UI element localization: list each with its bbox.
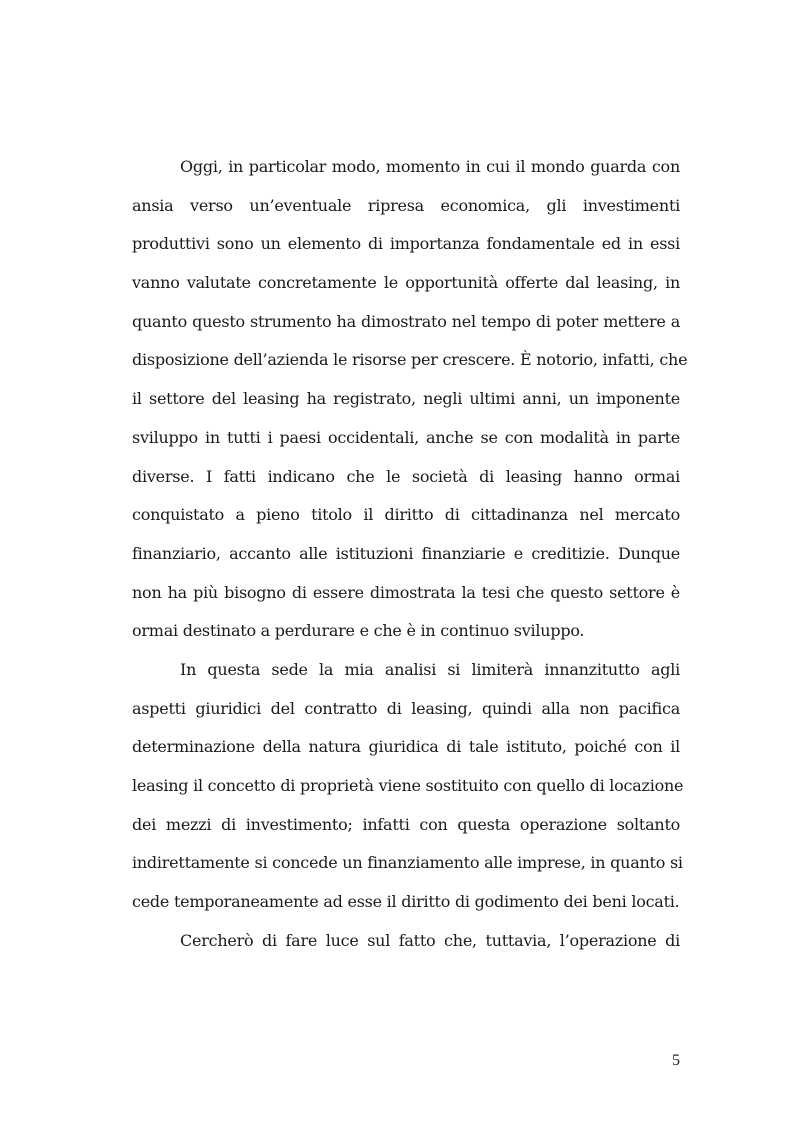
- text-line: leasing il concetto di proprietà viene sostituito con quello di locazione: [132, 776, 684, 795]
- text-line: sviluppo in tutti i paesi occidentali, anche se con modalità in parte: [132, 427, 680, 447]
- text-line: diverse. I fatti indicano che le società di leasing hanno ormai: [132, 466, 680, 486]
- text-line: Oggi, in particolar modo, momento in cui il mondo guarda con: [180, 157, 680, 176]
- text-line: ormai destinato a perdurare e che è in continuo sviluppo.: [132, 621, 585, 641]
- paragraph-1: [132, 148, 688, 651]
- text-line: aspetti giuridici del contratto di leasing, quindi alla non pacifica: [132, 698, 680, 718]
- text-line: finanziario, accanto alle istituzioni finanziarie e creditizie. Dunque: [132, 543, 680, 563]
- text-line: disposizione dell’azienda le risorse per crescere. È notorio, infatti, che: [132, 350, 688, 370]
- text-line: produttivi sono un elemento di importanza fondamentale ed in essi: [132, 234, 680, 254]
- text-line: dei mezzi di investimento; infatti con questa operazione soltanto: [132, 814, 680, 834]
- text-line: il settore del leasing ha registrato, negli ultimi anni, un imponente: [132, 389, 680, 409]
- text-line: quanto questo strumento ha dimostrato nel tempo di poter mettere a: [132, 311, 680, 331]
- document-body: [132, 148, 688, 960]
- text-line: non ha più bisogno di essere dimostrata la tesi che questo settore è: [132, 582, 680, 602]
- text-line: vanno valutate concretamente le opportunità offerte dal leasing, in: [132, 273, 680, 293]
- text-line: conquistato a pieno titolo il diritto di cittadinanza nel mercato: [132, 505, 680, 525]
- paragraph-3: [132, 922, 680, 961]
- text-line: cede temporaneamente ad esse il diritto di godimento dei beni locati.: [132, 892, 680, 912]
- text-line: indirettamente si concede un finanziamento alle imprese, in quanto si: [132, 853, 683, 873]
- paragraph-2: [132, 651, 684, 922]
- page-number: 5: [672, 1052, 680, 1069]
- text-line: Cercherò di fare luce sul fatto che, tuttavia, l’operazione di: [180, 930, 680, 950]
- text-line: In questa sede la mia analisi si limiterà innanzitutto agli: [180, 659, 680, 679]
- text-line: ansia verso un’eventuale ripresa economica, gli investimenti: [132, 195, 680, 215]
- text-line: determinazione della natura giuridica di tale istituto, poiché con il: [132, 737, 680, 757]
